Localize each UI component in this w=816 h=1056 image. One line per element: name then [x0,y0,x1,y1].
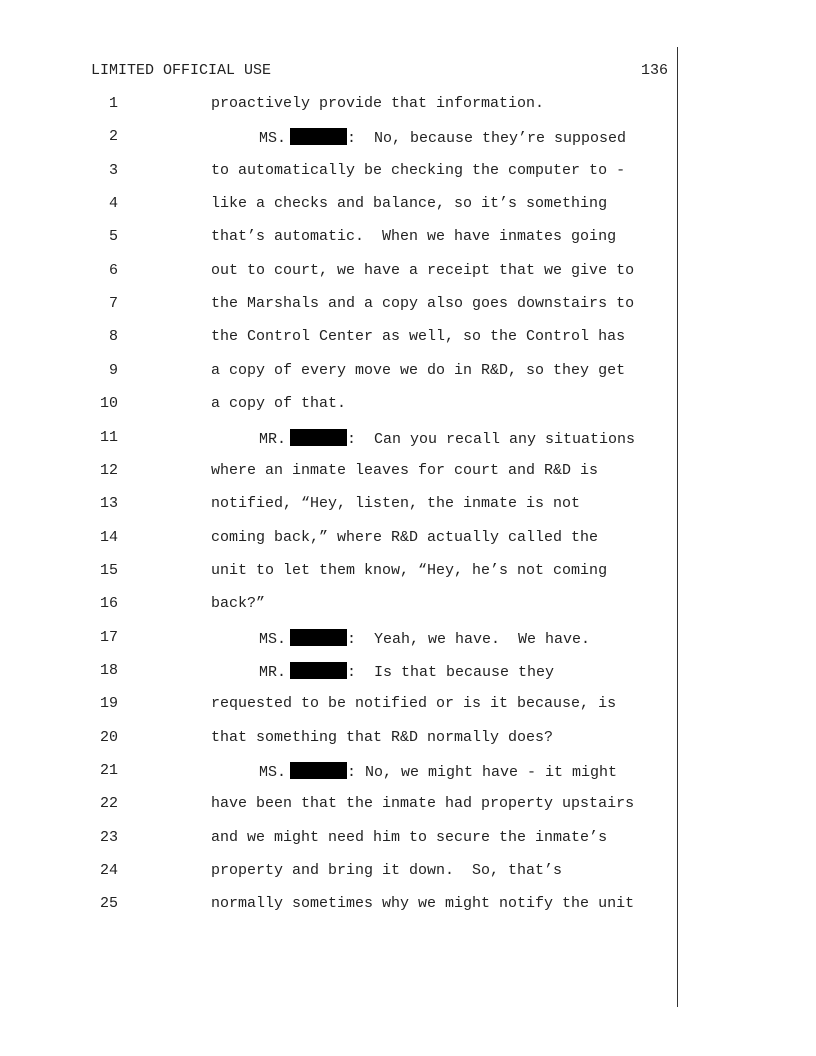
transcript-line [0,262,680,284]
transcript-line [0,695,680,717]
line-number: 2 [108,128,118,146]
spoken-text: : No, we might have - it might [347,764,618,781]
line-text: that’s automatic. When we have inmates going [211,228,617,246]
line-number: 11 [99,428,118,446]
transcript-line [0,195,680,217]
line-number: 14 [99,528,118,546]
line-text: property and bring it down. So, that’s [211,862,563,880]
transcript-line [0,128,680,150]
speaker-title: MS. [259,764,287,781]
line-text: to automatically be checking the computer to - [211,161,626,179]
transcript-line [0,729,680,751]
line-number: 9 [108,361,118,379]
speaker-title: MS. [259,630,287,648]
line-text [259,429,635,448]
transcript-line [0,395,680,417]
transcript-line [0,162,680,184]
line-text: back?” [211,595,266,613]
transcript-line [0,228,680,250]
transcript-line [0,295,680,317]
transcript-line [0,462,680,484]
transcript-line [0,895,680,917]
line-text: normally sometimes why we might notify the unit [211,895,635,913]
line-number: 1 [108,95,118,112]
redaction-box [290,662,347,679]
spoken-text: : No, because they’re supposed [347,130,627,148]
transcript-line [0,529,680,551]
line-text [259,128,626,147]
line-text: and we might need him to secure the inmate’s [211,828,608,846]
line-number: 13 [99,495,118,513]
redaction-box [290,128,347,145]
redaction-box [290,762,347,779]
speaker-title: MR. [259,430,287,448]
spoken-text: : Is that because they [347,663,555,681]
line-number: 8 [108,328,118,346]
line-number: 17 [99,628,118,646]
line-text: that something that R&D normally does? [211,728,554,746]
line-number: 23 [99,828,118,846]
transcript-line [0,862,680,884]
line-number: 16 [99,595,118,613]
line-number: 22 [99,795,118,813]
line-text [259,762,617,781]
redaction-box [290,629,347,646]
transcript-line [0,495,680,517]
transcript-line [0,95,680,117]
line-text: out to court, we have a receipt that we give to [211,261,635,279]
speaker-title: MS. [259,130,287,148]
line-number: 20 [99,728,118,746]
line-number: 3 [108,161,118,179]
spoken-text: : Can you recall any situations [347,430,636,448]
line-text: coming back,” where R&D actually called the [211,528,599,546]
line-text: requested to be notified or is it because, is [211,695,617,713]
line-text: proactively provide that information. [211,95,545,112]
spoken-text: : Yeah, we have. We have. [347,630,591,648]
line-text: have been that the inmate had property upstairs [211,795,635,813]
line-text: a copy of that. [211,395,347,413]
line-number: 6 [108,261,118,279]
classification-header: LIMITED OFFICIAL USE [91,62,272,79]
redaction-box [290,429,347,446]
line-text: like a checks and balance, so it’s something [211,195,608,213]
line-text [259,629,590,648]
line-number: 24 [99,862,118,880]
transcript-line [0,595,680,617]
line-text: the Marshals and a copy also goes downstairs to [211,295,635,313]
line-text: unit to let them know, “Hey, he’s not coming [211,561,608,579]
line-number: 21 [99,762,118,779]
line-number: 5 [108,228,118,246]
line-text: notified, “Hey, listen, the inmate is not [211,495,581,513]
transcript-line [0,362,680,384]
line-number: 7 [108,295,118,313]
page-number: 136 [640,62,668,79]
transcript-line [0,629,680,651]
transcript-line [0,429,680,451]
transcript-line [0,829,680,851]
transcript-line [0,328,680,350]
speaker-title: MR. [259,663,287,681]
transcript-line [0,662,680,684]
line-text: where an inmate leaves for court and R&D is [211,461,599,479]
line-text [259,662,554,681]
line-number: 19 [99,695,118,713]
line-number: 4 [108,195,118,213]
line-text: the Control Center as well, so the Control has [211,328,626,346]
line-number: 15 [99,561,118,579]
line-number: 10 [99,395,118,413]
transcript-line [0,795,680,817]
transcript-line [0,562,680,584]
line-number: 25 [99,895,118,913]
line-number: 18 [99,661,118,679]
transcript-line [0,762,680,784]
line-text: a copy of every move we do in R&D, so they get [211,361,626,379]
line-number: 12 [99,461,118,479]
